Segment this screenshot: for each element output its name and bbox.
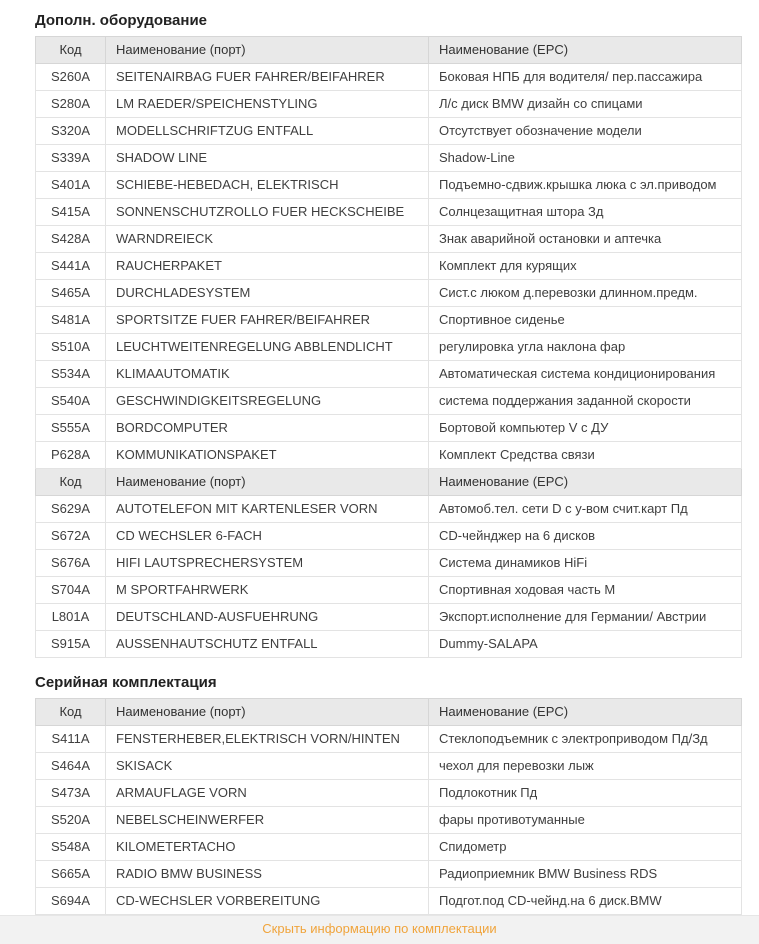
table-row [36,118,742,145]
table-row [36,631,742,658]
cell-code: S260A [36,64,106,91]
table-row [36,199,742,226]
cell-code: S520A [36,807,106,834]
cell-name-port: BORDCOMPUTER [106,415,429,442]
table-header-row [36,469,742,496]
table-row [36,307,742,334]
cell-name-port: AUTOTELEFON MIT KARTENLESER VORN [106,496,429,523]
cell-code: S704A [36,577,106,604]
cell-name-port: RAUCHERPAKET [106,253,429,280]
column-header-name-port: Наименование (порт) [106,469,429,496]
cell-name-epc: Стеклоподъемник с электроприводом Пд/Зд [429,726,742,753]
cell-name-epc: Автомоб.тел. сети D с у-вом счит.карт Пд [429,496,742,523]
table-row [36,361,742,388]
cell-name-epc: Shadow-Line [429,145,742,172]
table-row [36,226,742,253]
table-row [36,861,742,888]
cell-code: S411A [36,726,106,753]
cell-name-port: ARMAUFLAGE VORN [106,780,429,807]
table-row [36,604,742,631]
serial-equipment-table [35,698,742,915]
cell-code: S280A [36,91,106,118]
cell-name-epc: Система динамиков HiFi [429,550,742,577]
cell-name-port: DEUTSCHLAND-AUSFUEHRUNG [106,604,429,631]
cell-name-epc: Отсутствует обозначение модели [429,118,742,145]
cell-code: S540A [36,388,106,415]
cell-name-port: CD WECHSLER 6-FACH [106,523,429,550]
table-row [36,253,742,280]
section-title-serial-equipment: Серийная комплектация [35,674,217,691]
table-header-row [36,37,742,64]
table-row [36,415,742,442]
cell-name-port: SKISACK [106,753,429,780]
cell-name-port: DURCHLADESYSTEM [106,280,429,307]
cell-name-epc: Комплект для курящих [429,253,742,280]
table-row [36,577,742,604]
cell-name-epc: Спортивная ходовая часть M [429,577,742,604]
cell-name-port: HIFI LAUTSPRECHERSYSTEM [106,550,429,577]
cell-code: S676A [36,550,106,577]
cell-code: S401A [36,172,106,199]
cell-name-epc: Dummy-SALAPA [429,631,742,658]
cell-name-epc: Автоматическая система кондиционирования [429,361,742,388]
cell-name-epc: Подлокотник Пд [429,780,742,807]
table-row [36,145,742,172]
additional-equipment-table [35,36,742,658]
cell-code: S339A [36,145,106,172]
table-row [36,280,742,307]
table-row [36,550,742,577]
cell-code: L801A [36,604,106,631]
cell-name-port: NEBELSCHEINWERFER [106,807,429,834]
cell-name-port: MODELLSCHRIFTZUG ENTFALL [106,118,429,145]
cell-name-port: LEUCHTWEITENREGELUNG ABBLENDLICHT [106,334,429,361]
cell-name-port: AUSSENHAUTSCHUTZ ENTFALL [106,631,429,658]
cell-name-port: GESCHWINDIGKEITSREGELUNG [106,388,429,415]
cell-name-port: KLIMAAUTOMATIK [106,361,429,388]
cell-code: S464A [36,753,106,780]
table-row [36,726,742,753]
table-header-row [36,699,742,726]
cell-name-port: WARNDREIECK [106,226,429,253]
cell-name-port: SHADOW LINE [106,145,429,172]
column-header-code: Код [36,469,106,496]
table-row [36,780,742,807]
cell-code: P628A [36,442,106,469]
cell-name-epc: Боковая НПБ для водителя/ пер.пассажира [429,64,742,91]
cell-code: S441A [36,253,106,280]
cell-name-epc: система поддержания заданной скорости [429,388,742,415]
cell-name-port: SPORTSITZE FUER FAHRER/BEIFAHRER [106,307,429,334]
cell-name-epc: Спидометр [429,834,742,861]
table-row [36,334,742,361]
cell-code: S465A [36,280,106,307]
table-row [36,442,742,469]
cell-name-epc: фары противотуманные [429,807,742,834]
cell-code: S694A [36,888,106,915]
cell-name-port: LM RAEDER/SPEICHENSTYLING [106,91,429,118]
cell-name-port: CD-WECHSLER VORBEREITUNG [106,888,429,915]
cell-name-epc: Экспорт.исполнение для Германии/ Австрии [429,604,742,631]
table-row [36,888,742,915]
cell-code: S320A [36,118,106,145]
cell-code: S428A [36,226,106,253]
cell-code: S481A [36,307,106,334]
cell-name-port: SCHIEBE-HEBEDACH, ELEKTRISCH [106,172,429,199]
cell-code: S510A [36,334,106,361]
table-row [36,523,742,550]
footer-bar [0,915,759,944]
cell-code: S548A [36,834,106,861]
table-row [36,496,742,523]
cell-name-epc: Радиоприемник BMW Business RDS [429,861,742,888]
cell-name-port: SEITENAIRBAG FUER FAHRER/BEIFAHRER [106,64,429,91]
column-header-name-port: Наименование (порт) [106,37,429,64]
cell-name-epc: Сист.с люком д.перевозки длинном.предм. [429,280,742,307]
table-row [36,91,742,118]
column-header-code: Код [36,699,106,726]
cell-name-port: KILOMETERTACHO [106,834,429,861]
table-row [36,807,742,834]
cell-code: S672A [36,523,106,550]
cell-code: S534A [36,361,106,388]
cell-code: S665A [36,861,106,888]
cell-name-epc: Л/с диск BMW дизайн со спицами [429,91,742,118]
section-title-additional-equipment: Дополн. оборудование [35,12,208,29]
cell-name-epc: Солнцезащитная штора Зд [429,199,742,226]
cell-code: S915A [36,631,106,658]
column-header-name-epc: Наименование (EPC) [429,469,742,496]
table-row [36,388,742,415]
cell-name-port: RADIO BMW BUSINESS [106,861,429,888]
cell-name-epc: Комплект Средства связи [429,442,742,469]
column-header-name-epc: Наименование (EPC) [429,699,742,726]
cell-name-port: SONNENSCHUTZROLLO FUER HECKSCHEIBE [106,199,429,226]
column-header-name-epc: Наименование (EPC) [429,37,742,64]
column-header-name-port: Наименование (порт) [106,699,429,726]
cell-code: S473A [36,780,106,807]
table-row [36,834,742,861]
cell-code: S415A [36,199,106,226]
table-row [36,753,742,780]
cell-name-epc: регулировка угла наклона фар [429,334,742,361]
cell-name-port: FENSTERHEBER,ELEKTRISCH VORN/HINTEN [106,726,429,753]
table-row [36,64,742,91]
cell-name-port: KOMMUNIKATIONSPAKET [106,442,429,469]
cell-name-epc: CD-чейнджер на 6 дисков [429,523,742,550]
column-header-code: Код [36,37,106,64]
cell-name-epc: Бортовой компьютер V с ДУ [429,415,742,442]
cell-code: S629A [36,496,106,523]
cell-code: S555A [36,415,106,442]
cell-name-port: M SPORTFAHRWERK [106,577,429,604]
cell-name-epc: Знак аварийной остановки и аптечка [429,226,742,253]
hide-equipment-info-link[interactable]: Скрыть информацию по комплектации [262,921,497,936]
cell-name-epc: Подгот.под CD-чейнд.на 6 диск.BMW [429,888,742,915]
table-row [36,172,742,199]
cell-name-epc: Подъемно-сдвиж.крышка люка с эл.приводом [429,172,742,199]
cell-name-epc: Спортивное сиденье [429,307,742,334]
cell-name-epc: чехол для перевозки лыж [429,753,742,780]
